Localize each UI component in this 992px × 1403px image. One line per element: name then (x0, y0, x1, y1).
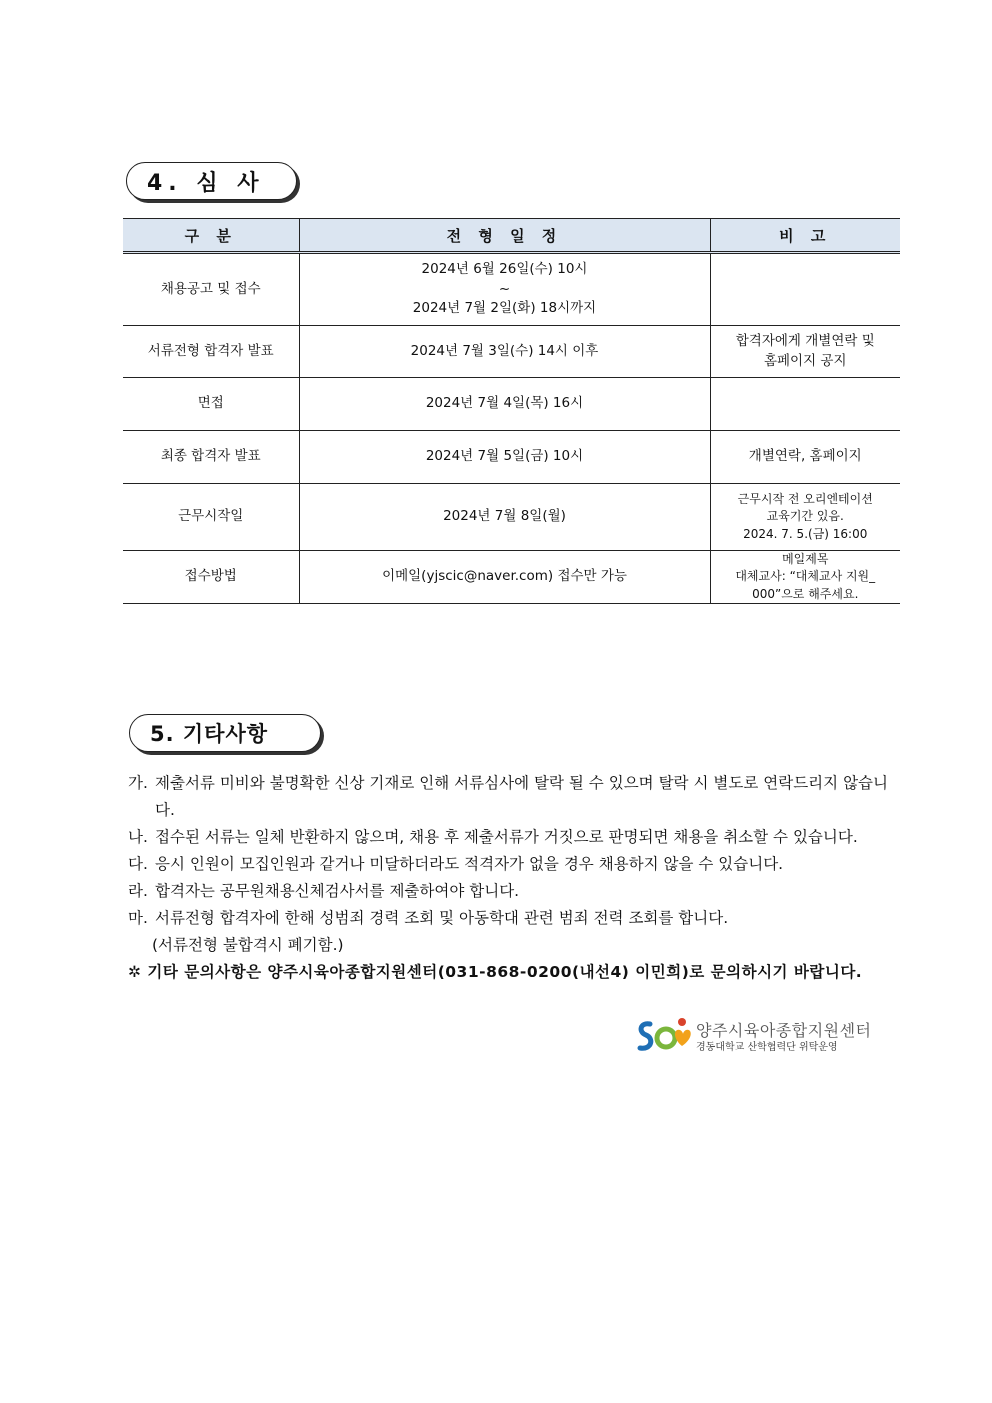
row-remark (710, 253, 900, 326)
table-row (123, 551, 900, 604)
row-schedule (299, 431, 710, 484)
note-text: 접수된 서류는 일체 반환하지 않으며, 채용 후 제출서류가 거짓으로 판명되면 채용을 취소할 수 있습니다. (155, 828, 858, 846)
schedule-line: 이메일(yjscic@naver.com) 접수만 가능 (382, 568, 627, 585)
final-contact-note: ✲ 기타 문의사항은 양주시육아종합지원센터(031-868-0200(내선4) 이민희)로 문의하시기 바랍니다. (128, 963, 863, 981)
center-logo-name: 양주시육아종합지원센터 (696, 1021, 872, 1040)
center-logo-sub: 경동대학교 산학협력단 위탁운영 (696, 1042, 838, 1053)
row-category: 최종 합격자 발표 (123, 431, 299, 484)
row-schedule (299, 378, 710, 431)
row-remark (710, 326, 900, 378)
section-4-title: 4. 심 사 (126, 162, 297, 200)
note-text: 서류전형 합격자에 한해 성범죄 경력 조회 및 아동학대 관련 범죄 전력 조회를 합니다. (155, 909, 729, 927)
table-row (123, 253, 900, 326)
note-mark: 마. (128, 909, 148, 927)
schedule-line: 2024년 7월 5일(금) 10시 (425, 448, 584, 465)
center-logo (636, 1016, 876, 1056)
row-category: 면접 (123, 378, 299, 431)
table-row (123, 484, 900, 551)
schedule-line: 2024년 7월 8일(월) (443, 508, 566, 525)
table-row (123, 326, 900, 378)
notes-list (128, 770, 888, 986)
schedule-table (123, 218, 900, 604)
remark-line: 교육기간 있음. (766, 509, 844, 524)
row-schedule (299, 326, 710, 378)
note-text: 응시 인원이 모집인원과 같거나 미달하더라도 적격자가 없을 경우 채용하지 않을 수 있습니다. (155, 855, 784, 873)
note-item (128, 905, 888, 932)
note-sub: (서류전형 불합격시 폐기함.) (152, 936, 344, 954)
note-mark: 다. (128, 855, 148, 873)
remark-line: 000”으로 해주세요. (752, 586, 859, 601)
note-text: 합격자는 공무원채용신체검사서를 제출하여야 합니다. (155, 882, 520, 900)
schedule-line: ~ (498, 280, 511, 297)
note-item (128, 824, 888, 851)
note-item (128, 851, 888, 878)
note-mark: 가. (128, 774, 148, 792)
table-row (123, 431, 900, 484)
schedule-line: 2024년 7월 2일(화) 18시까지 (412, 300, 597, 317)
header-remark: 비 고 (710, 219, 900, 253)
row-schedule (299, 551, 710, 604)
row-schedule (299, 253, 710, 326)
remark-line: 메일제목 (782, 552, 829, 566)
note-mark: 라. (128, 882, 148, 900)
row-category: 서류전형 합격자 발표 (123, 326, 299, 378)
row-category: 근무시작일 (123, 484, 299, 551)
remark-line: 근무시작 전 오리엔테이션 (737, 491, 873, 506)
row-remark (710, 551, 900, 604)
table-row (123, 378, 900, 431)
remark-line: 2024. 7. 5.(금) 16:00 (743, 526, 868, 541)
note-mark: 나. (128, 828, 148, 846)
remark-line: 개별연락, 홈페이지 (748, 448, 862, 465)
header-category: 구 분 (123, 219, 299, 253)
section-5-title: 5. 기타사항 (129, 714, 321, 752)
row-remark (710, 484, 900, 551)
row-schedule (299, 484, 710, 551)
schedule-line: 2024년 7월 3일(수) 14시 이후 (410, 342, 599, 359)
remark-line: 합격자에게 개별연락 및 (735, 332, 875, 349)
note-item (128, 878, 888, 905)
remark-line: 홈페이지 공지 (763, 352, 847, 369)
header-schedule: 전 형 일 정 (299, 219, 710, 253)
table-header-row (123, 219, 900, 253)
schedule-line: 2024년 6월 26일(수) 10시 (421, 261, 588, 278)
row-category: 접수방법 (123, 551, 299, 604)
center-logo-icon (636, 1016, 694, 1056)
row-remark (710, 431, 900, 484)
remark-line: 대체교사: “대체교사 지원_ (735, 569, 876, 584)
row-remark (710, 378, 900, 431)
schedule-line: 2024년 7월 4일(목) 16시 (425, 395, 584, 412)
row-category: 채용공고 및 접수 (123, 253, 299, 326)
note-item (128, 770, 888, 824)
note-text: 제출서류 미비와 불명확한 신상 기재로 인해 서류심사에 탈락 될 수 있으며 탈락 시 별도로 연락드리지 않습니다. (155, 774, 888, 819)
